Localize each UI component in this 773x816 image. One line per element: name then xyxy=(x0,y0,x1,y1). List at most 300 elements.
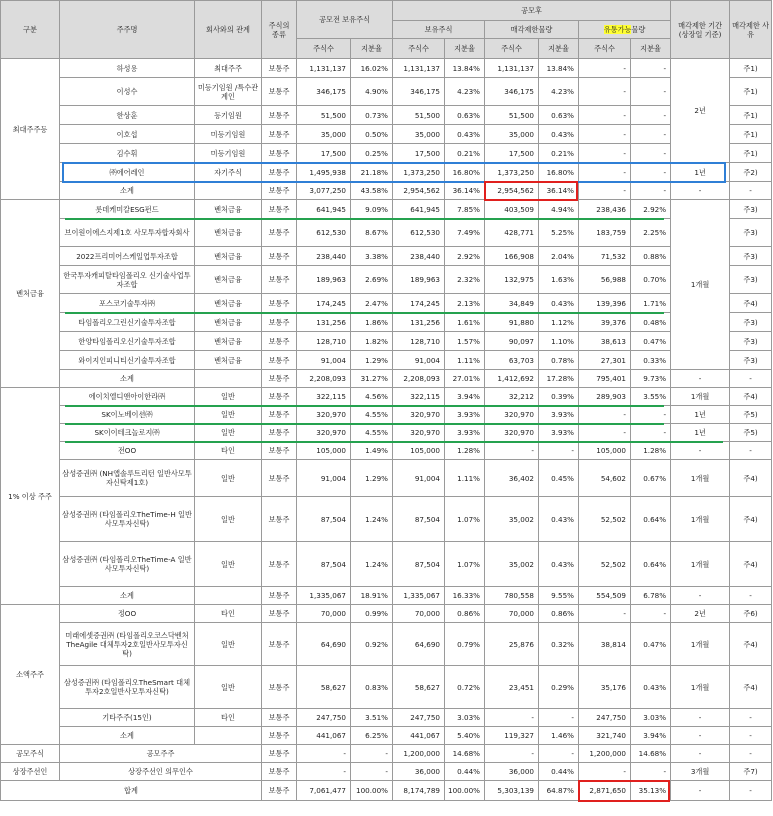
trade-shares: 289,903 xyxy=(579,388,631,406)
shareholder-name: 상장주선인 의무인수 xyxy=(60,763,262,781)
trade-shares: - xyxy=(579,125,631,144)
lockup-period: - xyxy=(671,781,730,801)
rest-shares: 36,402 xyxy=(485,460,539,497)
pre-ratio: 1.82% xyxy=(351,332,393,351)
hold-ratio: 0.21% xyxy=(445,144,485,163)
header-pre-ipo: 공모전 보유주식 xyxy=(297,1,393,39)
pre-shares: 91,004 xyxy=(297,351,351,370)
stock-type: 보통주 xyxy=(262,219,297,247)
group-label-public: 공모주식 xyxy=(1,745,60,763)
pre-ratio: 1.29% xyxy=(351,351,393,370)
lockup-period: - xyxy=(671,709,730,727)
stock-type: 보통주 xyxy=(262,406,297,424)
pre-shares: 189,963 xyxy=(297,266,351,294)
pre-shares: 247,750 xyxy=(297,709,351,727)
trade-ratio: - xyxy=(631,182,671,200)
rest-shares: 23,451 xyxy=(485,666,539,709)
rest-ratio: - xyxy=(539,442,579,460)
relation xyxy=(195,727,262,745)
shareholder-name: 삼성증권㈜ (NH앱솔루트리턴 일반사모투자신탁제1호) xyxy=(60,460,195,497)
rest-shares: 132,975 xyxy=(485,266,539,294)
tradable-suffix: 물량 xyxy=(631,25,646,34)
shareholder-name: 한상훈 xyxy=(60,106,195,125)
trade-shares: - xyxy=(579,144,631,163)
pre-shares: 3,077,250 xyxy=(297,182,351,200)
pre-ratio: 9.09% xyxy=(351,200,393,219)
hold-ratio: 100.00% xyxy=(445,781,485,801)
lockup-period: 1개월 xyxy=(671,497,730,542)
rest-shares: 1,412,692 xyxy=(485,370,539,388)
subheader-shares: 주식수 xyxy=(393,39,445,59)
rest-shares: 1,131,137 xyxy=(485,59,539,78)
relation: 벤처금융 xyxy=(195,313,262,332)
lockup-reason: 주4) xyxy=(730,666,772,709)
lockup-reason: 주3) xyxy=(730,351,772,370)
rest-shares: 34,849 xyxy=(485,294,539,313)
stock-type: 보통주 xyxy=(262,266,297,294)
lockup-reason: 주1) xyxy=(730,106,772,125)
trade-shares: - xyxy=(579,182,631,200)
stock-type: 보통주 xyxy=(262,59,297,78)
rest-ratio: 0.29% xyxy=(539,666,579,709)
pre-shares: 91,004 xyxy=(297,460,351,497)
rest-shares: 403,509 xyxy=(485,200,539,219)
rest-ratio: 1.63% xyxy=(539,266,579,294)
stock-type: 보통주 xyxy=(262,666,297,709)
rest-ratio: 0.86% xyxy=(539,605,579,623)
stock-type: 보통주 xyxy=(262,623,297,666)
hold-ratio: 2.13% xyxy=(445,294,485,313)
trade-ratio: 14.68% xyxy=(631,745,671,763)
pre-ratio: - xyxy=(351,763,393,781)
trade-ratio: 35.13% xyxy=(631,781,671,801)
pre-shares: 441,067 xyxy=(297,727,351,745)
pre-shares: 105,000 xyxy=(297,442,351,460)
total-label: 합계 xyxy=(1,781,262,801)
lockup-reason: 주3) xyxy=(730,200,772,219)
trade-ratio: 0.48% xyxy=(631,313,671,332)
lockup-reason: 주3) xyxy=(730,219,772,247)
trade-shares: 39,376 xyxy=(579,313,631,332)
pre-ratio: 6.25% xyxy=(351,727,393,745)
lockup-reason: 주5) xyxy=(730,406,772,424)
hold-ratio: 1.07% xyxy=(445,497,485,542)
trade-shares: 795,401 xyxy=(579,370,631,388)
hold-shares: 128,710 xyxy=(393,332,445,351)
hold-shares: 1,200,000 xyxy=(393,745,445,763)
pre-ratio: 1.86% xyxy=(351,313,393,332)
rest-ratio: 36.14% xyxy=(539,182,579,200)
trade-shares: - xyxy=(579,763,631,781)
hold-ratio: 0.72% xyxy=(445,666,485,709)
relation: 미등기임원 /특수관계인 xyxy=(195,78,262,106)
lockup-reason: - xyxy=(730,745,772,763)
rest-shares: 35,002 xyxy=(485,497,539,542)
subheader-ratio: 지분율 xyxy=(631,39,671,59)
relation: 일반 xyxy=(195,497,262,542)
rest-shares: 17,500 xyxy=(485,144,539,163)
rest-shares: 25,876 xyxy=(485,623,539,666)
trade-ratio: 0.67% xyxy=(631,460,671,497)
shareholder-name: 정OO xyxy=(60,605,195,623)
shareholder-name: SK이노베이션㈜ xyxy=(60,406,195,424)
hold-shares: 2,208,093 xyxy=(393,370,445,388)
pre-ratio: 0.73% xyxy=(351,106,393,125)
hold-ratio: 0.79% xyxy=(445,623,485,666)
pre-shares: 58,627 xyxy=(297,666,351,709)
trade-ratio: 2.92% xyxy=(631,200,671,219)
rest-shares: 51,500 xyxy=(485,106,539,125)
group-label-underwriter: 상장주선인 xyxy=(1,763,60,781)
hold-shares: 1,131,137 xyxy=(393,59,445,78)
stock-type: 보통주 xyxy=(262,163,297,182)
hold-ratio: 1.57% xyxy=(445,332,485,351)
subheader-shares: 주식수 xyxy=(485,39,539,59)
shareholder-name: 삼성증권㈜ (타임폴리오TheSmart 대체투자2호일반사모투자신탁) xyxy=(60,666,195,709)
hold-ratio: 16.33% xyxy=(445,587,485,605)
rest-ratio: 3.93% xyxy=(539,424,579,442)
hold-shares: 87,504 xyxy=(393,542,445,587)
hold-ratio: 1.07% xyxy=(445,542,485,587)
trade-shares: 56,988 xyxy=(579,266,631,294)
hold-ratio: 7.49% xyxy=(445,219,485,247)
trade-ratio: - xyxy=(631,125,671,144)
trade-shares: - xyxy=(579,78,631,106)
hold-shares: 51,500 xyxy=(393,106,445,125)
stock-type: 보통주 xyxy=(262,388,297,406)
pre-ratio: 3.51% xyxy=(351,709,393,727)
rest-ratio: 1.46% xyxy=(539,727,579,745)
lockup-period: - xyxy=(671,442,730,460)
pre-shares: 51,500 xyxy=(297,106,351,125)
lockup-reason: 주4) xyxy=(730,294,772,313)
lockup-reason: - xyxy=(730,781,772,801)
rest-shares: 91,880 xyxy=(485,313,539,332)
trade-ratio: 3.03% xyxy=(631,709,671,727)
stock-type: 보통주 xyxy=(262,370,297,388)
lockup-reason: 주3) xyxy=(730,247,772,266)
relation xyxy=(195,182,262,200)
hold-shares: 36,000 xyxy=(393,763,445,781)
trade-shares: - xyxy=(579,605,631,623)
trade-shares: 238,436 xyxy=(579,200,631,219)
stock-type: 보통주 xyxy=(262,247,297,266)
trade-ratio: 0.64% xyxy=(631,497,671,542)
trade-shares: - xyxy=(579,424,631,442)
trade-ratio: 0.33% xyxy=(631,351,671,370)
pre-shares: 17,500 xyxy=(297,144,351,163)
relation: 타인 xyxy=(195,442,262,460)
lockup-reason: 주2) xyxy=(730,163,772,182)
hold-shares: 2,954,562 xyxy=(393,182,445,200)
lockup-reason: - xyxy=(730,587,772,605)
relation: 일반 xyxy=(195,623,262,666)
hold-ratio: 27.01% xyxy=(445,370,485,388)
stock-type: 보통주 xyxy=(262,542,297,587)
lockup-reason: 주4) xyxy=(730,388,772,406)
trade-shares: 247,750 xyxy=(579,709,631,727)
pre-shares: 238,440 xyxy=(297,247,351,266)
shareholder-row xyxy=(1,163,772,182)
trade-ratio: 0.47% xyxy=(631,332,671,351)
trade-ratio: 1.28% xyxy=(631,442,671,460)
pre-ratio: 1.24% xyxy=(351,542,393,587)
pre-shares: 128,710 xyxy=(297,332,351,351)
trade-ratio: 6.78% xyxy=(631,587,671,605)
rest-ratio: 0.45% xyxy=(539,460,579,497)
pre-ratio: 0.50% xyxy=(351,125,393,144)
pre-ratio: 2.69% xyxy=(351,266,393,294)
rest-ratio: 1.12% xyxy=(539,313,579,332)
rest-ratio: - xyxy=(539,745,579,763)
hold-ratio: 4.23% xyxy=(445,78,485,106)
hold-ratio: 14.68% xyxy=(445,745,485,763)
hold-shares: 91,004 xyxy=(393,460,445,497)
rest-shares: 32,212 xyxy=(485,388,539,406)
shareholder-row xyxy=(1,59,772,78)
relation: 자기주식 xyxy=(195,163,262,182)
relation: 타인 xyxy=(195,605,262,623)
stock-type: 보통주 xyxy=(262,106,297,125)
rest-shares: 428,771 xyxy=(485,219,539,247)
stock-type: 보통주 xyxy=(262,294,297,313)
trade-ratio: - xyxy=(631,163,671,182)
shareholder-row xyxy=(1,106,772,125)
rest-ratio: 3.93% xyxy=(539,406,579,424)
lockup-period: 1년 xyxy=(671,163,730,182)
hold-ratio: 1.61% xyxy=(445,313,485,332)
shareholder-row xyxy=(1,247,772,266)
relation: 등기임원 xyxy=(195,106,262,125)
stock-type: 보통주 xyxy=(262,313,297,332)
shareholder-row xyxy=(1,294,772,313)
rest-ratio: 5.25% xyxy=(539,219,579,247)
rest-ratio: 4.23% xyxy=(539,78,579,106)
trade-ratio: - xyxy=(631,144,671,163)
shareholder-row xyxy=(1,623,772,666)
shareholder-row xyxy=(1,605,772,623)
pre-ratio: 0.25% xyxy=(351,144,393,163)
trade-ratio: 2.25% xyxy=(631,219,671,247)
stock-type: 보통주 xyxy=(262,332,297,351)
hold-shares: 322,115 xyxy=(393,388,445,406)
trade-ratio: - xyxy=(631,763,671,781)
relation: 일반 xyxy=(195,424,262,442)
lockup-reason: - xyxy=(730,370,772,388)
relation: 일반 xyxy=(195,388,262,406)
shareholder-name: 소계 xyxy=(60,370,195,388)
shareholder-row xyxy=(1,388,772,406)
lockup-period: - xyxy=(671,587,730,605)
shareholder-row xyxy=(1,763,772,781)
rest-ratio: 64.87% xyxy=(539,781,579,801)
trade-shares: 27,301 xyxy=(579,351,631,370)
hold-shares: 320,970 xyxy=(393,406,445,424)
trade-shares: - xyxy=(579,163,631,182)
shareholder-row xyxy=(1,219,772,247)
pre-shares: 320,970 xyxy=(297,406,351,424)
hold-ratio: 3.93% xyxy=(445,424,485,442)
pre-ratio: 18.91% xyxy=(351,587,393,605)
trade-ratio: - xyxy=(631,406,671,424)
rest-shares: 320,970 xyxy=(485,406,539,424)
hold-ratio: 13.84% xyxy=(445,59,485,78)
rest-ratio: 16.80% xyxy=(539,163,579,182)
hold-ratio: 1.28% xyxy=(445,442,485,460)
rest-shares: 5,303,139 xyxy=(485,781,539,801)
rest-ratio: 0.78% xyxy=(539,351,579,370)
header-relation: 회사와의 관계 xyxy=(195,1,262,59)
shareholder-row xyxy=(1,709,772,727)
pre-shares: 1,495,938 xyxy=(297,163,351,182)
hold-shares: 1,335,067 xyxy=(393,587,445,605)
lockup-period: 1년 xyxy=(671,406,730,424)
stock-type: 보통주 xyxy=(262,497,297,542)
pre-shares: 2,208,093 xyxy=(297,370,351,388)
hold-shares: 1,373,250 xyxy=(393,163,445,182)
shareholder-name: 에이치엘디앤아이한라㈜ xyxy=(60,388,195,406)
hold-ratio: 5.40% xyxy=(445,727,485,745)
hold-shares: 64,690 xyxy=(393,623,445,666)
rest-shares: 63,703 xyxy=(485,351,539,370)
lockup-period: 1년 xyxy=(671,424,730,442)
shareholder-row xyxy=(1,745,772,763)
shareholder-row xyxy=(1,200,772,219)
subheader-ratio: 지분율 xyxy=(539,39,579,59)
lockup-reason: - xyxy=(730,727,772,745)
pre-shares: 322,115 xyxy=(297,388,351,406)
rest-shares: - xyxy=(485,442,539,460)
rest-ratio: 0.32% xyxy=(539,623,579,666)
stock-type: 보통주 xyxy=(262,78,297,106)
subheader-shares: 주식수 xyxy=(579,39,631,59)
shareholder-name: 브이원이에스지제1호 사모투자합자회사 xyxy=(60,219,195,247)
trade-ratio: 3.55% xyxy=(631,388,671,406)
pre-shares: 174,245 xyxy=(297,294,351,313)
trade-ratio: 0.64% xyxy=(631,542,671,587)
subtotal-row xyxy=(1,587,772,605)
pre-shares: - xyxy=(297,763,351,781)
lockup-period: 1개월 xyxy=(671,666,730,709)
shareholder-name: 소계 xyxy=(60,587,195,605)
trade-ratio: 9.73% xyxy=(631,370,671,388)
subtotal-row xyxy=(1,182,772,200)
rest-ratio: 0.39% xyxy=(539,388,579,406)
pre-ratio: 1.49% xyxy=(351,442,393,460)
header-category: 구분 xyxy=(1,1,60,59)
rest-shares: - xyxy=(485,709,539,727)
rest-shares: 36,000 xyxy=(485,763,539,781)
pre-ratio: 16.02% xyxy=(351,59,393,78)
rest-shares: 346,175 xyxy=(485,78,539,106)
rest-shares: 35,000 xyxy=(485,125,539,144)
relation xyxy=(195,370,262,388)
lockup-period: 1개월 xyxy=(671,623,730,666)
pre-ratio: 4.56% xyxy=(351,388,393,406)
lockup-reason: - xyxy=(730,182,772,200)
trade-ratio: - xyxy=(631,605,671,623)
lockup-period: 3개월 xyxy=(671,763,730,781)
relation: 벤처금융 xyxy=(195,351,262,370)
lockup-period: - xyxy=(671,745,730,763)
relation: 일반 xyxy=(195,460,262,497)
shareholder-name: 포스코기술투자㈜ xyxy=(60,294,195,313)
shareholder-name: 공모주주 xyxy=(60,745,262,763)
shareholder-name: 전OO xyxy=(60,442,195,460)
lockup-reason: 주1) xyxy=(730,59,772,78)
hold-shares: 70,000 xyxy=(393,605,445,623)
hold-shares: 87,504 xyxy=(393,497,445,542)
lockup-reason: 주3) xyxy=(730,332,772,351)
stock-type: 보통주 xyxy=(262,763,297,781)
trade-ratio: 3.94% xyxy=(631,727,671,745)
hold-shares: 131,256 xyxy=(393,313,445,332)
stock-type: 보통주 xyxy=(262,709,297,727)
hold-ratio: 0.43% xyxy=(445,125,485,144)
header-holdings: 보유주식 xyxy=(393,21,485,39)
trade-ratio: - xyxy=(631,78,671,106)
header-tradable xyxy=(579,21,671,39)
shareholder-row xyxy=(1,406,772,424)
stock-type: 보통주 xyxy=(262,424,297,442)
shareholder-name: 소계 xyxy=(60,727,195,745)
hold-shares: 91,004 xyxy=(393,351,445,370)
pre-ratio: 8.67% xyxy=(351,219,393,247)
hold-shares: 35,000 xyxy=(393,125,445,144)
shareholder-row xyxy=(1,497,772,542)
rest-shares: 1,373,250 xyxy=(485,163,539,182)
relation: 벤처금융 xyxy=(195,266,262,294)
shareholder-name: 이성수 xyxy=(60,78,195,106)
shareholder-name: 삼성증권㈜ (타임폴리오TheTime-A 일반사모투자신탁) xyxy=(60,542,195,587)
lockup-reason: 주5) xyxy=(730,424,772,442)
hold-ratio: 2.92% xyxy=(445,247,485,266)
shareholder-row xyxy=(1,542,772,587)
relation: 벤처금융 xyxy=(195,200,262,219)
pre-ratio: 100.00% xyxy=(351,781,393,801)
pre-shares: 87,504 xyxy=(297,542,351,587)
trade-ratio: - xyxy=(631,106,671,125)
shareholder-name: SK이이테크놀로지㈜ xyxy=(60,424,195,442)
relation: 미등기임원 xyxy=(195,144,262,163)
stock-type: 보통주 xyxy=(262,781,297,801)
stock-type: 보통주 xyxy=(262,125,297,144)
rest-shares: 70,000 xyxy=(485,605,539,623)
lockup-period: 1개월 xyxy=(671,200,730,370)
trade-shares: 52,502 xyxy=(579,542,631,587)
pre-ratio: 43.58% xyxy=(351,182,393,200)
shareholder-row xyxy=(1,78,772,106)
trade-ratio: - xyxy=(631,424,671,442)
lockup-reason: 주1) xyxy=(730,125,772,144)
hold-ratio: 7.85% xyxy=(445,200,485,219)
trade-shares: 321,740 xyxy=(579,727,631,745)
hold-ratio: 0.86% xyxy=(445,605,485,623)
shareholder-name: 소계 xyxy=(60,182,195,200)
relation: 벤처금융 xyxy=(195,247,262,266)
shareholder-row xyxy=(1,313,772,332)
hold-ratio: 1.11% xyxy=(445,460,485,497)
shareholder-name: 이호섭 xyxy=(60,125,195,144)
hold-shares: 174,245 xyxy=(393,294,445,313)
pre-ratio: 1.24% xyxy=(351,497,393,542)
lockup-reason: 주7) xyxy=(730,763,772,781)
pre-ratio: 3.38% xyxy=(351,247,393,266)
lockup-reason: 주1) xyxy=(730,78,772,106)
rest-ratio: 17.28% xyxy=(539,370,579,388)
stock-type: 보통주 xyxy=(262,200,297,219)
pre-shares: 1,131,137 xyxy=(297,59,351,78)
